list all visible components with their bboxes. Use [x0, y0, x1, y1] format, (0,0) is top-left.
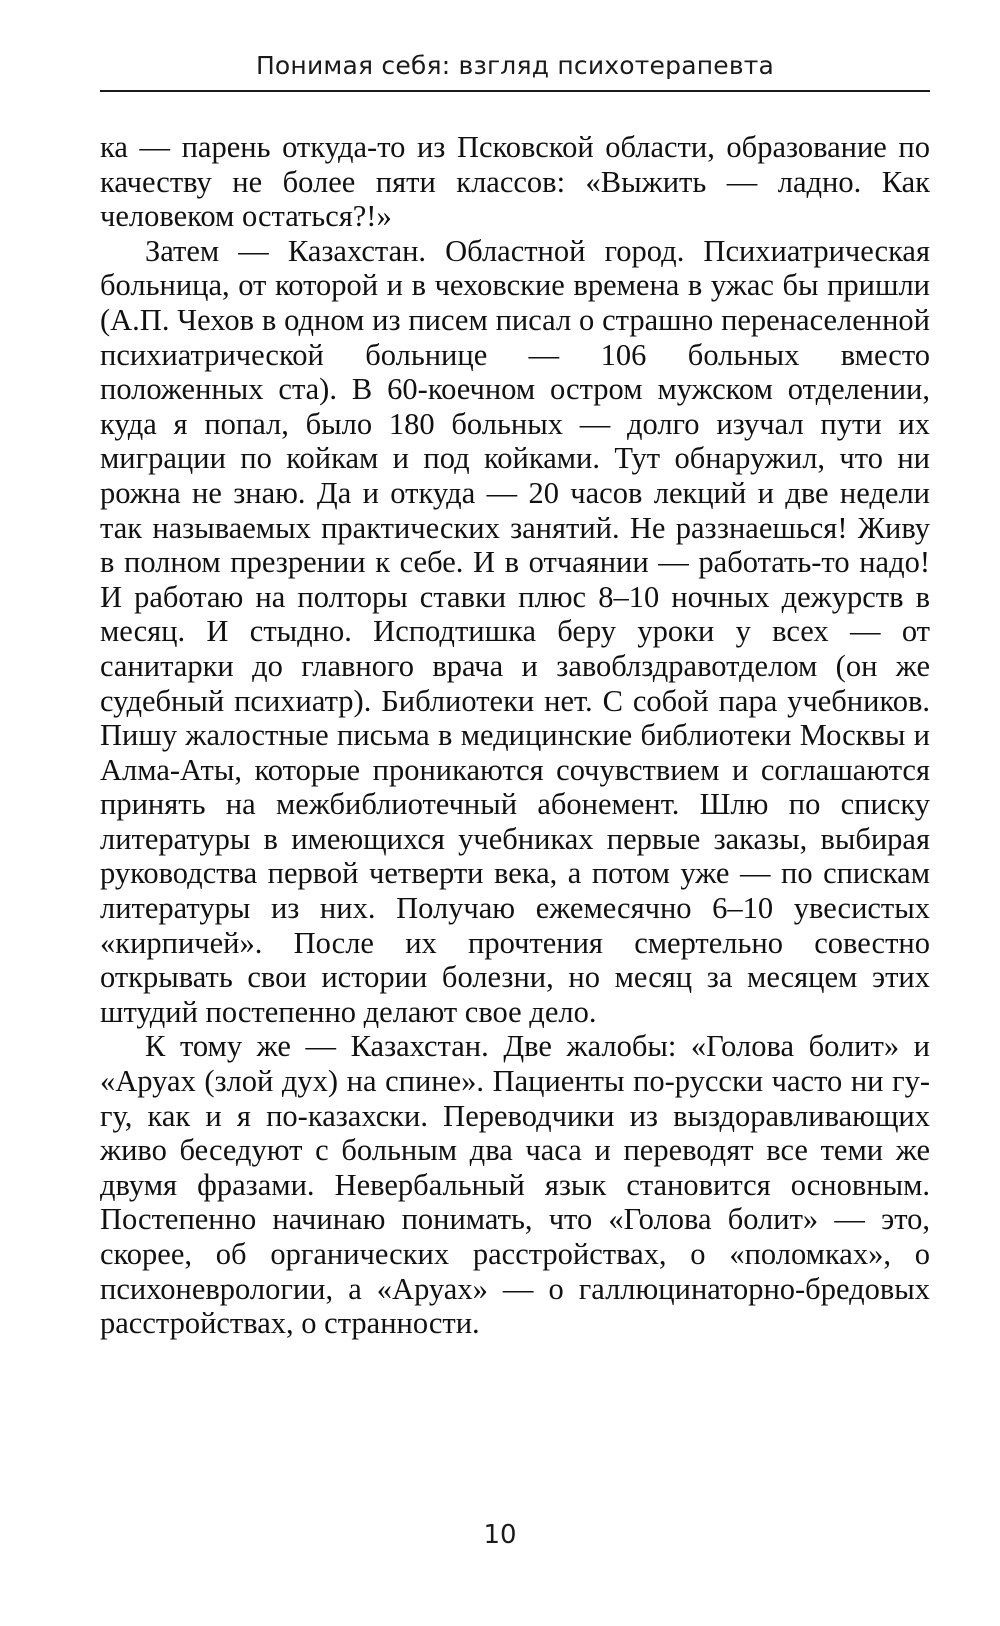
- paragraph: К тому же — Казахстан. Две жалобы: «Голова болит» и «Аруах (злой дух) на спине». Пациенты по-русски часто ни гу-гу, как и я по-казахски. Переводчики из выздоравливающих живо беседуют с больным два часа и переводят все теми же двумя фразами. Невербальный язык становится основным. Постепенно начинаю понимать, что «Голова болит» — это, скорее, об органических расстройствах, о «поломках», о психоневрологии, а «Аруах» — о галлюцинаторно-бредовых расстройствах, о странности.: [100, 1029, 930, 1341]
- running-title: Понимая себя: взгляд психотерапевта: [255, 51, 775, 80]
- paragraph: ка — парень откуда-то из Псковской области, образование по качеству не более пяти классов: «Выжить — ладно. Как человеком остаться?!»: [100, 130, 930, 234]
- paragraph: Затем — Казахстан. Областной город. Психиатрическая больница, от которой и в чеховские времена в ужас бы пришли (А.П. Чехов в одном из писем писал о страшно перенаселенной психиатрической больнице — 106 больных вместо положенных ста). В 60-коечном остром мужском отделении, куда я попал, было 180 больных — долго изучал пути их миграции по койкам и под койками. Тут обнаружил, что ни рожна не знаю. Да и откуда — 20 часов лекций и две недели так называемых практических занятий. Не раззнаешься! Живу в полном презрении к себе. И в отчаянии — работать-то надо! И работаю на полторы ставки плюс 8–10 ночных дежурств в месяц. И стыдно. Исподтишка беру уроки у всех — от санитарки до главного врача и завоблздравотделом (он же судебный психиатр). Библиотеки нет. С собой пара учебников. Пишу жалостные письма в медицинские библиотеки Москвы и Алма-Аты, которые проникаются сочувствием и соглашаются принять на межбиблиотечный абонемент. Шлю по списку литературы в имеющихся учебниках первые заказы, выбирая руководства первой четверти века, а потом уже — по спискам литературы из них. Получаю ежемесячно 6–10 увесистых «кирпичей». После их прочтения смертельно совестно открывать свои истории болезни, но месяц за месяцем этих штудий постепенно делают свое дело.: [100, 233, 930, 1029]
- body-text: [100, 130, 930, 1341]
- page-number: 10: [483, 1520, 517, 1550]
- header-rule: [100, 90, 930, 92]
